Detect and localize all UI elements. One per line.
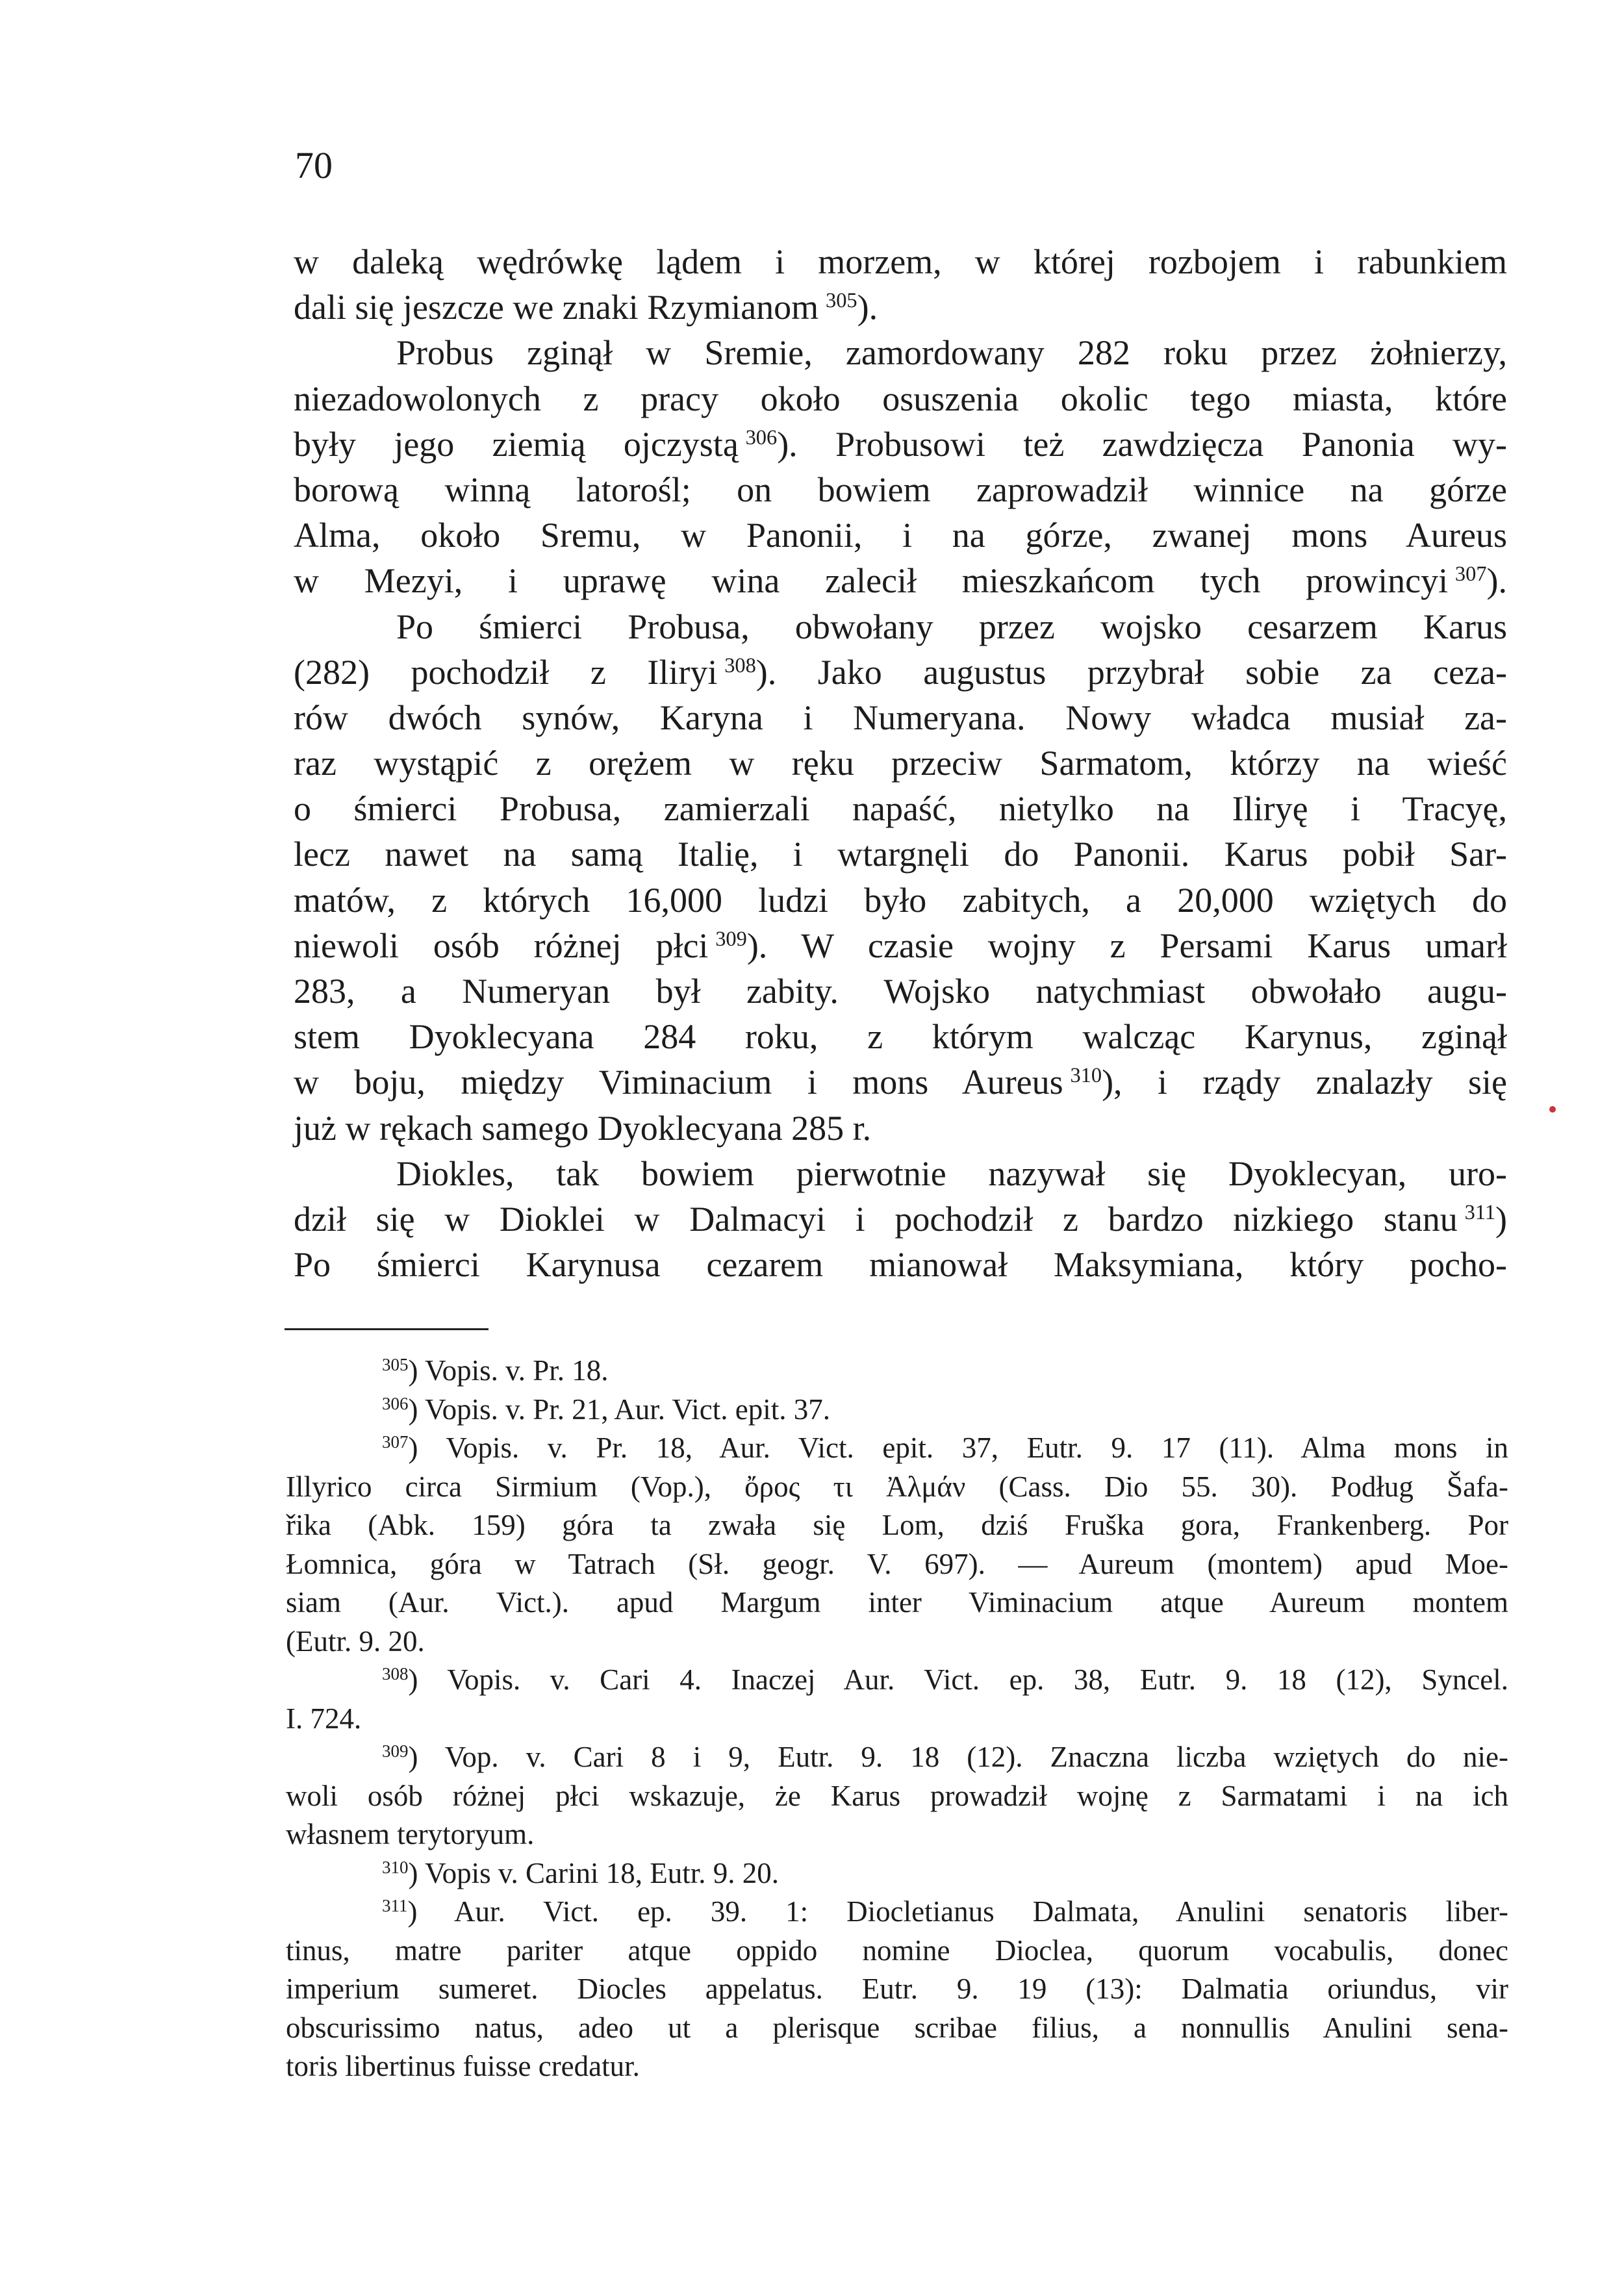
line-text: już w rękach samego Dyoklecyana 285 r. [294, 1108, 872, 1148]
text-line [294, 1059, 1507, 1105]
footnote-continuation [286, 1583, 1508, 1622]
footnote-number: 307 [382, 1432, 409, 1452]
footnote-number: 305 [382, 1355, 409, 1375]
line-text: ). Probusowi też zawdzięcza Panonia wy- [777, 424, 1507, 464]
footnote-text: řika (Abk. 159) góra ta zwała się Lom, dziś Fruška gora, Frankenberg. Por [286, 1509, 1508, 1541]
page-number: 70 [295, 144, 333, 186]
line-text: w daleką wędrówkę lądem i morzem, w której rozbojem i rabunkiem [294, 242, 1507, 281]
text-line [294, 1196, 1507, 1242]
footnote: $^{305}$) Vopis. v. Pr. 18. [382, 1354, 609, 1387]
line-text: o śmierci Probusa, zamierzali napaść, nietylko na Iliryę i Tracyę, [294, 789, 1507, 829]
line-text: Diokles, tak bowiem pierwotnie nazywał się Dyoklecyan, uro- [396, 1154, 1507, 1193]
footnote-continuation [286, 2009, 1508, 2048]
footnote-ref: 307 [1454, 562, 1487, 587]
footnote-text: Vopis. v. Pr. 21, Aur. Vict. epit. 37. [424, 1393, 830, 1426]
footnote-continuation [286, 2047, 1508, 2086]
line-text: raz wystąpić z orężem w ręku przeciw Sarmatom, którzy na wieść [294, 744, 1507, 783]
footnote-text: Vop. v. Cari 8 i 9, Eutr. 9. 18 (12). Znaczna liczba wziętych do nie- [444, 1741, 1508, 1773]
line-text: Po śmierci Karynusa cezarem mianował Maksymiana, który pocho- [294, 1245, 1507, 1285]
text-line [294, 1151, 1507, 1196]
line-text: ). W czasie wojny z Persami Karus umarł [746, 926, 1507, 965]
footnote-ref: 305 [826, 289, 857, 313]
footnote: $^{311}$) Aur. Vict. ep. 39. 1: Diocletianus Dalmata, Anulini senatoris liber- [382, 1895, 1508, 1928]
text-line [294, 1105, 1507, 1151]
footnotes-block [286, 1352, 1508, 2086]
footnote-text: (Eutr. 9. 20. [286, 1624, 425, 1658]
line-text: ). [1486, 561, 1507, 601]
footnote: $^{309}$) Vop. v. Cari 8 i 9, Eutr. 9. 18 (12). Znaczna liczba wziętych do nie- [382, 1741, 1508, 1773]
footnote-continuation [286, 1777, 1508, 1816]
line-text: borową winną latorośl; on bowiem zaprowadził winnice na górze [294, 470, 1507, 509]
footnote-text: obscurissimo natus, adeo ut a plerisque scribae filius, a nonnullis Anulini sena- [286, 2011, 1508, 2044]
line-text: stem Dyoklecyana 284 roku, z którym walcząc Karynus, zginął [294, 1017, 1507, 1057]
footnote-text: I. 724. [286, 1702, 362, 1735]
footnote-text: siam (Aur. Vict.). apud Margum inter Viminacium atque Aureum montem [286, 1586, 1508, 1619]
footnote-continuation [286, 1700, 1508, 1739]
footnote-continuation [286, 1506, 1508, 1545]
footnote-continuation [286, 1970, 1508, 2009]
text-line [294, 923, 1507, 968]
line-text: Alma, około Sremu, w Panonii, i na górze, zwanej mons Aureus [294, 516, 1507, 555]
text-line [294, 650, 1507, 695]
footnote: $^{308}$) Vopis. v. Cari 4. Inaczej Aur. Vict. ep. 38, Eutr. 9. 18 (12), Syncel. [382, 1663, 1508, 1696]
footnote-number: 311 [382, 1896, 408, 1916]
footnote-text: Vopis. v. Pr. 18, Aur. Vict. epit. 37, Eutr. 9. 17 (11). Alma mons in [446, 1432, 1508, 1464]
footnote-ref: 309 [715, 927, 747, 951]
footnote-number: 308 [382, 1664, 409, 1684]
line-text: niezadowolonych z pracy około osuszenia okolic tego miasta, które [294, 379, 1507, 418]
footnote-ref: 306 [745, 425, 778, 449]
footnote-text: toris libertinus fuisse credatur. [286, 2050, 640, 2082]
text-line [294, 239, 1507, 284]
line-text: ) [1495, 1199, 1507, 1239]
footnote-continuation [286, 1622, 1508, 1661]
footnote: $^{310}$) Vopis v. Carini 18, Eutr. 9. 20. [382, 1856, 779, 1889]
footnote-continuation [286, 1468, 1508, 1507]
line-text: matów, z których 16,000 ludzi było zabitych, a 20,000 wziętych do [294, 880, 1507, 920]
text-line [294, 968, 1507, 1014]
text-line [294, 1242, 1507, 1287]
text-line [294, 558, 1507, 603]
line-text: (282) pochodził z Iliryi [294, 652, 718, 692]
line-text: w boju, między Viminacium i mons Aureus [294, 1063, 1063, 1102]
red-ink-speck [1549, 1106, 1556, 1113]
footnote-text: imperium sumeret. Diocles appelatus. Eutr. 9. 19 (13): Dalmatia oriundus, vir [286, 1973, 1508, 2005]
text-line [294, 740, 1507, 786]
footnote-text: Vopis. v. Cari 4. Inaczej Aur. Vict. ep. 38, Eutr. 9. 18 (12), Syncel. [447, 1663, 1508, 1696]
footnote-continuation [286, 1815, 1508, 1854]
text-line [294, 376, 1507, 422]
footnote-continuation [286, 1545, 1508, 1584]
text-line [294, 877, 1507, 923]
text-line [294, 467, 1507, 512]
text-line [294, 1014, 1507, 1059]
line-text: rów dwóch synów, Karyna i Numeryana. Nowy władca musiał za- [294, 698, 1507, 737]
footnote-ref: 311 [1464, 1201, 1496, 1225]
line-text: były jego ziemią ojczystą [294, 424, 739, 464]
footnote-text: Illyrico circa Sirmium (Vop.), ὄρος τι Ἀλμάν (Cass. Dio 55. 30). Podług Šafa- [286, 1470, 1508, 1503]
text-line [294, 422, 1507, 467]
footnote: $^{307}$) Vopis. v. Pr. 18, Aur. Vict. epit. 37, Eutr. 9. 17 (11). Alma mons in [382, 1432, 1508, 1464]
footnote-text: Aur. Vict. ep. 39. 1: Diocletianus Dalmata, Anulini senatoris liber- [454, 1895, 1508, 1928]
footnote-number: 309 [382, 1741, 409, 1761]
footnote-ref: 310 [1070, 1064, 1102, 1088]
text-line [294, 284, 1507, 330]
text-line [294, 695, 1507, 740]
footnote-divider [285, 1328, 488, 1330]
line-text: dził się w Dioklei w Dalmacyi i pochodził z bardzo nizkiego stanu [294, 1199, 1458, 1239]
line-text: ), i rządy znalazły się [1102, 1063, 1507, 1102]
footnote-text: Vopis. v. Pr. 18. [424, 1354, 609, 1387]
text-line [294, 330, 1507, 375]
line-text: Probus zginął w Sremie, zamordowany 282 roku przez żołnierzy, [396, 333, 1507, 373]
footnote: $^{306}$) Vopis. v. Pr. 21, Aur. Vict. epit. 37. [382, 1393, 830, 1426]
line-text: ). [857, 288, 878, 327]
main-text-block [294, 239, 1507, 1287]
line-text: lecz nawet na samą Italię, i wtargnęli do Panonii. Karus pobił Sar- [294, 835, 1507, 874]
text-line [294, 786, 1507, 831]
line-text: niewoli osób różnej płci [294, 926, 709, 965]
footnote-text: własnem terytoryum. [286, 1818, 535, 1850]
footnote-continuation [286, 1932, 1508, 1971]
text-line [294, 831, 1507, 877]
footnote-text: Vopis v. Carini 18, Eutr. 9. 20. [424, 1856, 779, 1889]
line-text: w Mezyi, i uprawę wina zalecił mieszkańcom tych prowincyi [294, 561, 1449, 601]
footnote-text: tinus, matre pariter atque oppido nomine Dioclea, quorum vocabulis, donec [286, 1934, 1508, 1967]
footnote-text: woli osób różnej płci wskazuje, że Karus prowadził wojnę z Sarmatami i na ich [286, 1779, 1508, 1812]
footnote-number: 310 [382, 1857, 409, 1877]
line-text: ). Jako augustus przybrał sobie za ceza- [755, 652, 1507, 692]
line-text: Po śmierci Probusa, obwołany przez wojsko cesarzem Karus [396, 607, 1507, 646]
footnote-number: 306 [382, 1393, 409, 1413]
text-line [294, 604, 1507, 650]
text-line [294, 512, 1507, 558]
footnote-ref: 308 [724, 653, 756, 677]
footnote-text: Łomnica, góra w Tatrach (Sł. geogr. V. 697). — Aureum (montem) apud Moe- [286, 1547, 1508, 1580]
line-text: 283, a Numeryan był zabity. Wojsko natychmiast obwołało augu- [294, 972, 1507, 1011]
line-text: dali się jeszcze we znaki Rzymianom [294, 288, 819, 327]
